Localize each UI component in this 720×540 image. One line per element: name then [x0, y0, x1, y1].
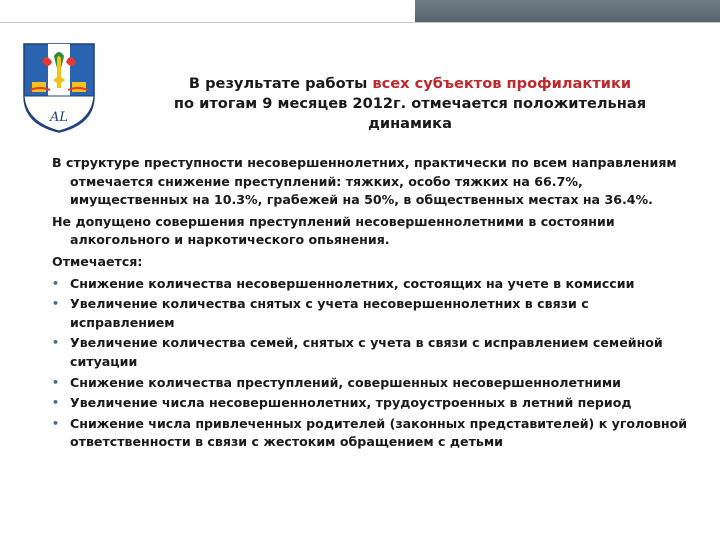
bullet-icon: •: [52, 375, 60, 389]
list-item-text: Увеличение количества снятых с учета несовершеннолетних в связи с исправлением: [70, 296, 589, 330]
title-line-3: динамика: [368, 115, 452, 132]
title-highlight: всех субъектов профилактики: [372, 75, 632, 92]
list-item: [52, 415, 692, 452]
list-item: [52, 374, 692, 393]
list-item-text: Снижение количества несовершеннолетних, состоящих на учете в комиссии: [70, 275, 635, 291]
list-item-text: Увеличение числа несовершеннолетних, трудоустроенных в летний период: [70, 395, 632, 411]
title-line-1-start: В результате работы: [188, 75, 373, 92]
top-bar-left: [0, 0, 415, 22]
slide-title: [120, 74, 700, 134]
slide-body: [52, 154, 692, 454]
coat-of-arms-logo: [20, 40, 98, 135]
paragraph-no-crimes: Не допущено совершения преступлений несовершеннолетними в состоянии алкогольного и наркотического опьянения.: [52, 213, 615, 248]
top-bar: [0, 0, 720, 22]
list-item: [52, 295, 692, 332]
notes-heading: Отмечается:: [52, 253, 143, 269]
bullet-icon: •: [52, 276, 60, 290]
list-item: [52, 394, 692, 413]
bullet-icon: •: [52, 396, 60, 410]
top-bar-accent: [415, 0, 720, 22]
title-line-2: по итогам 9 месяцев 2012г. отмечается положительная: [173, 95, 647, 112]
svg-text:AL: AL: [49, 110, 69, 125]
bullet-icon: •: [52, 336, 60, 350]
title-line-1: [120, 74, 700, 94]
list-item: [52, 334, 692, 371]
list-item-text: Снижение количества преступлений, совершенных несовершеннолетними: [70, 374, 621, 390]
notes-list: [52, 275, 692, 452]
bullet-icon: •: [52, 416, 60, 430]
list-item-text: Увеличение количества семей, снятых с учета в связи с исправлением семейной ситуации: [70, 335, 663, 369]
list-item: [52, 275, 692, 294]
list-item-text: Снижение числа привлеченных родителей (законных представителей) к уголовной ответственности в связи с жестоким обращением с детьми: [70, 415, 688, 450]
paragraph-structure: В структуре преступности несовершеннолетних, практически по всем направлениям отмечается снижение преступлений: тяжких, особо тяжких на 66.7%, имущественных на 10.3%, грабежей на 50%, в общественных местах на 36.4%.: [52, 155, 677, 208]
top-divider: [0, 22, 720, 23]
bullet-icon: •: [52, 297, 60, 311]
